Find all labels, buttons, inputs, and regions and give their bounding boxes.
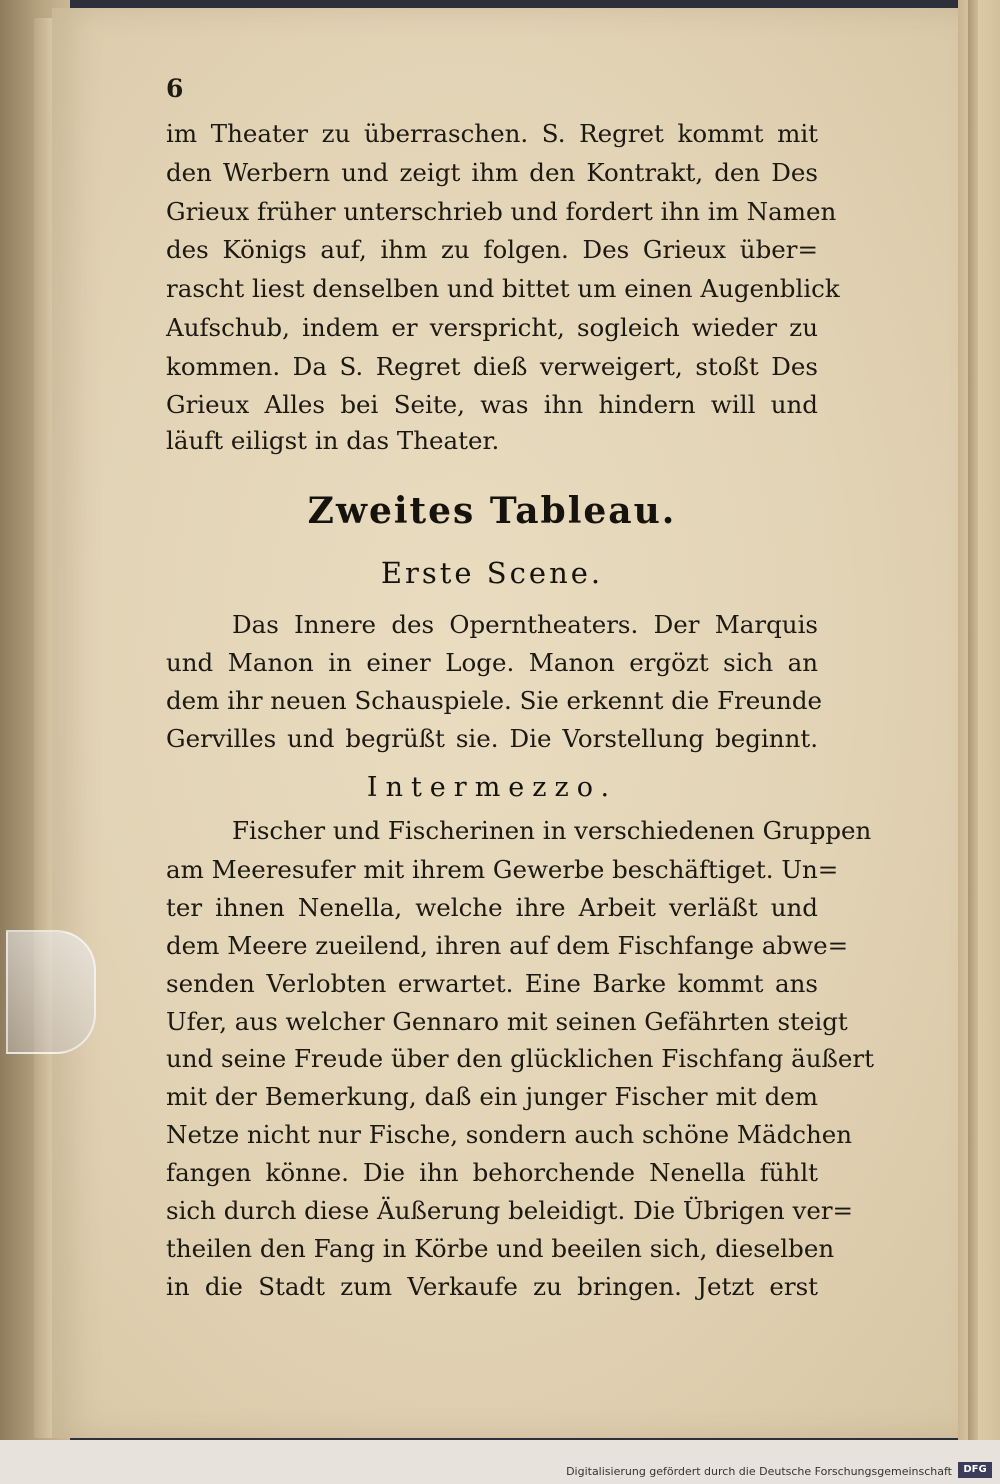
text-line: rascht liest denselben und bittet um einen Augenblick [166, 274, 840, 303]
text-line: Netze nicht nur Fische, sondern auch schöne Mädchen [166, 1120, 853, 1149]
text-line: in die Stadt zum Verkaufe zu bringen. Jetzt erst [166, 1272, 818, 1301]
text-line: Ufer, aus welcher Gennaro mit seinen Gefährten steigt [166, 1007, 848, 1036]
text-line: und seine Freude über den glücklichen Fischfang äußert [166, 1044, 874, 1073]
footer-credit: Digitalisierung gefördert durch die Deutsche Forschungsgemeinschaft [566, 1465, 952, 1478]
next-page-edge [958, 0, 1000, 1440]
binding-shadow [968, 0, 978, 1440]
text-line: des Königs auf, ihm zu folgen. Des Grieux über= [166, 235, 818, 264]
text-line: fangen könne. Die ihn behorchende Nenella fühlt [166, 1158, 818, 1187]
text-line: ter ihnen Nenella, welche ihre Arbeit verläßt und [166, 893, 818, 922]
dfg-logo: DFG [958, 1462, 992, 1478]
text-line: läuft eiligst in das Theater. [166, 426, 500, 455]
scene-heading: Erste Scene. [380, 556, 604, 590]
text-line: den Werbern und zeigt ihm den Kontrakt, den Des [166, 158, 818, 187]
text-line: kommen. Da S. Regret dieß verweigert, stoßt Des [166, 352, 818, 381]
text-line: dem Meere zueilend, ihren auf dem Fischfange abwe= [166, 931, 849, 960]
page-number: 6 [166, 74, 184, 103]
section-heading: Zweites Tableau. [307, 490, 677, 532]
text-line: mit der Bemerkung, daß ein junger Fischer mit dem [166, 1082, 818, 1111]
text-line: sich durch diese Äußerung beleidigt. Die Übrigen ver= [166, 1196, 854, 1225]
text-line: senden Verlobten erwartet. Eine Barke kommt ans [166, 969, 818, 998]
text-line: Fischer und Fischerinen in verschiedenen Gruppen [232, 816, 872, 845]
text-line: Grieux früher unterschrieb und fordert ihn im Namen [166, 197, 837, 226]
text-line: im Theater zu überraschen. S. Regret kommt mit [166, 119, 818, 148]
text-line: Das Innere des Operntheaters. Der Marquis [232, 610, 818, 639]
text-line: und Manon in einer Loge. Manon ergözt sich an [166, 648, 818, 677]
text-line: am Meeresufer mit ihrem Gewerbe beschäftiget. Un= [166, 855, 839, 884]
text-line: dem ihr neuen Schauspiele. Sie erkennt die Freunde [166, 686, 823, 715]
intermezzo-heading: Intermezzo. [366, 772, 618, 803]
text-line: theilen den Fang in Körbe und beeilen sich, dieselben [166, 1234, 835, 1263]
text-line: Gervilles und begrüßt sie. Die Vorstellung beginnt. [166, 724, 818, 753]
page-clip [6, 930, 96, 1054]
text-line: Aufschub, indem er verspricht, sogleich wieder zu [166, 313, 818, 342]
text-line: Grieux Alles bei Seite, was ihn hindern will und [166, 390, 818, 419]
